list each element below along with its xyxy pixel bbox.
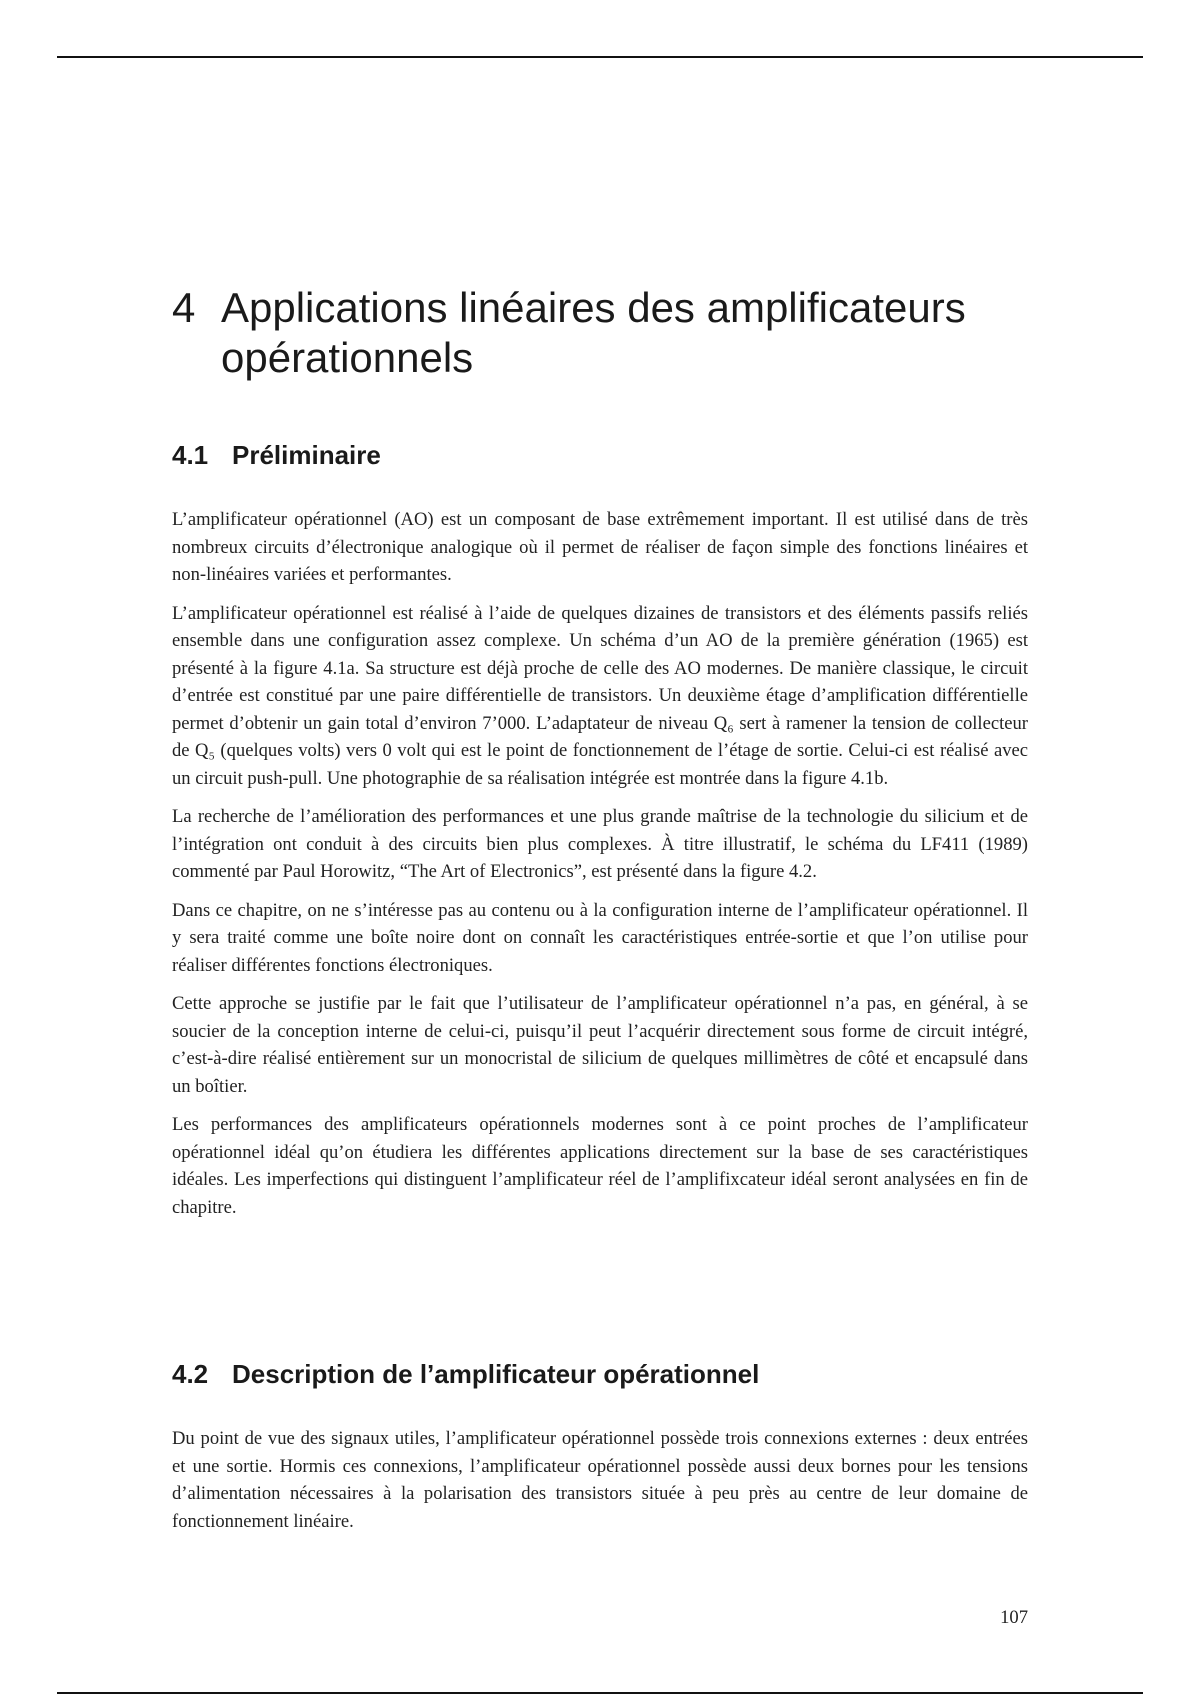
chapter-title: Applications linéaires des amplificateurs opérationnels [221,284,966,381]
paragraph: La recherche de l’amélioration des performances et une plus grande maîtrise de la technologie du silicium et de l’intégration ont conduit à des circuits bien plus complexes. À titre illustratif, le schéma du LF411 (1989) commenté par Paul Horowitz, “The Art of Electronics”, est présenté dans la figure 4.2. [172,806,1028,882]
section-title: Description de l’amplificateur opérationnel [232,1359,760,1389]
paragraph: Les performances des amplificateurs opérationnels modernes sont à ce point proches de l’amplificateur opérationnel idéal qu’on étudiera les différentes applications directement sur la base de ses caractéristiques idéales. Les imperfections qui distinguent l’amplificateur réel de l’amplifixcateur idéal seront analysées en fin de chapitre. [172,1114,1028,1218]
page-number: 107 [1000,1607,1028,1628]
chapter-number: 4 [172,284,196,331]
section-4-1-body [172,506,1028,1232]
section-number: 4.2 [172,1359,209,1389]
paragraph: Dans ce chapitre, on ne s’intéresse pas au contenu ou à la configuration interne de l’amplificateur opérationnel. Il y sera traité comme une boîte noire dont on connaît les caractéristiques entrée-sortie et que l’on utilise pour réaliser différentes fonctions électroniques. [172,899,1028,976]
section-heading-4-2 [172,1358,759,1390]
section-heading-4-1 [172,439,381,471]
paragraph: Du point de vue des signaux utiles, l’amplificateur opérationnel possède trois connexions externes : deux entrées et une sortie. Hormis ces connexions, l’amplificateur opérationnel possède aussi deux bornes pour les tensions d’alimentation nécessaires à la polarisation des transistors située à peu près au centre de leur domaine de fonctionnement linéaire. [172,1428,1028,1532]
section-title: Préliminaire [232,440,381,470]
paragraph: L’amplificateur opérationnel est réalisé à l’aide de quelques dizaines de transistors et des éléments passifs reliés ensemble dans une configuration assez complexe. Un schéma d’un AO de la première génération (1965) est présenté à la figure 4.1a. Sa structure est déjà proche de celle des AO modernes. De manière classique, le circuit d’entrée est constitué par une paire différentielle de transistors. Un deuxième étage d’amplification différentielle permet d’obtenir un gain total d’environ 7’000. L’adaptateur de niveau Q₆ sert à ramener la tension de collecteur de Q₅ (quelques volts) vers 0 volt qui est le point de fonctionnement de l’étage de sortie. Celui-ci est réalisé avec un circuit push-pull. Une photographie de sa réalisation intégrée est montrée dans la figure 4.1b. [172,602,1028,789]
paragraph: Cette approche se justifie par le fait que l’utilisateur de l’amplificateur opérationnel n’a pas, en général, à se soucier de la conception interne de celui-ci, puisqu’il peut l’acquérir directement sous forme de circuit intégré, c’est-à-dire réalisé entièrement sur un monocristal de silicium de quelques millimètres de côté et encapsulé dans un boîtier. [172,993,1028,1097]
paragraph: L’amplificateur opérationnel (AO) est un composant de base extrêmement important. Il est utilisé dans de très nombreux circuits d’électronique analogique où il permet de réaliser de façon simple des fonctions linéaires et non-linéaires variées et performantes. [172,509,1028,585]
header-rule [57,56,1143,58]
footer-rule [57,1692,1143,1694]
chapter-heading [172,283,1052,383]
section-4-2-body [172,1425,1028,1546]
section-number: 4.1 [172,440,209,470]
